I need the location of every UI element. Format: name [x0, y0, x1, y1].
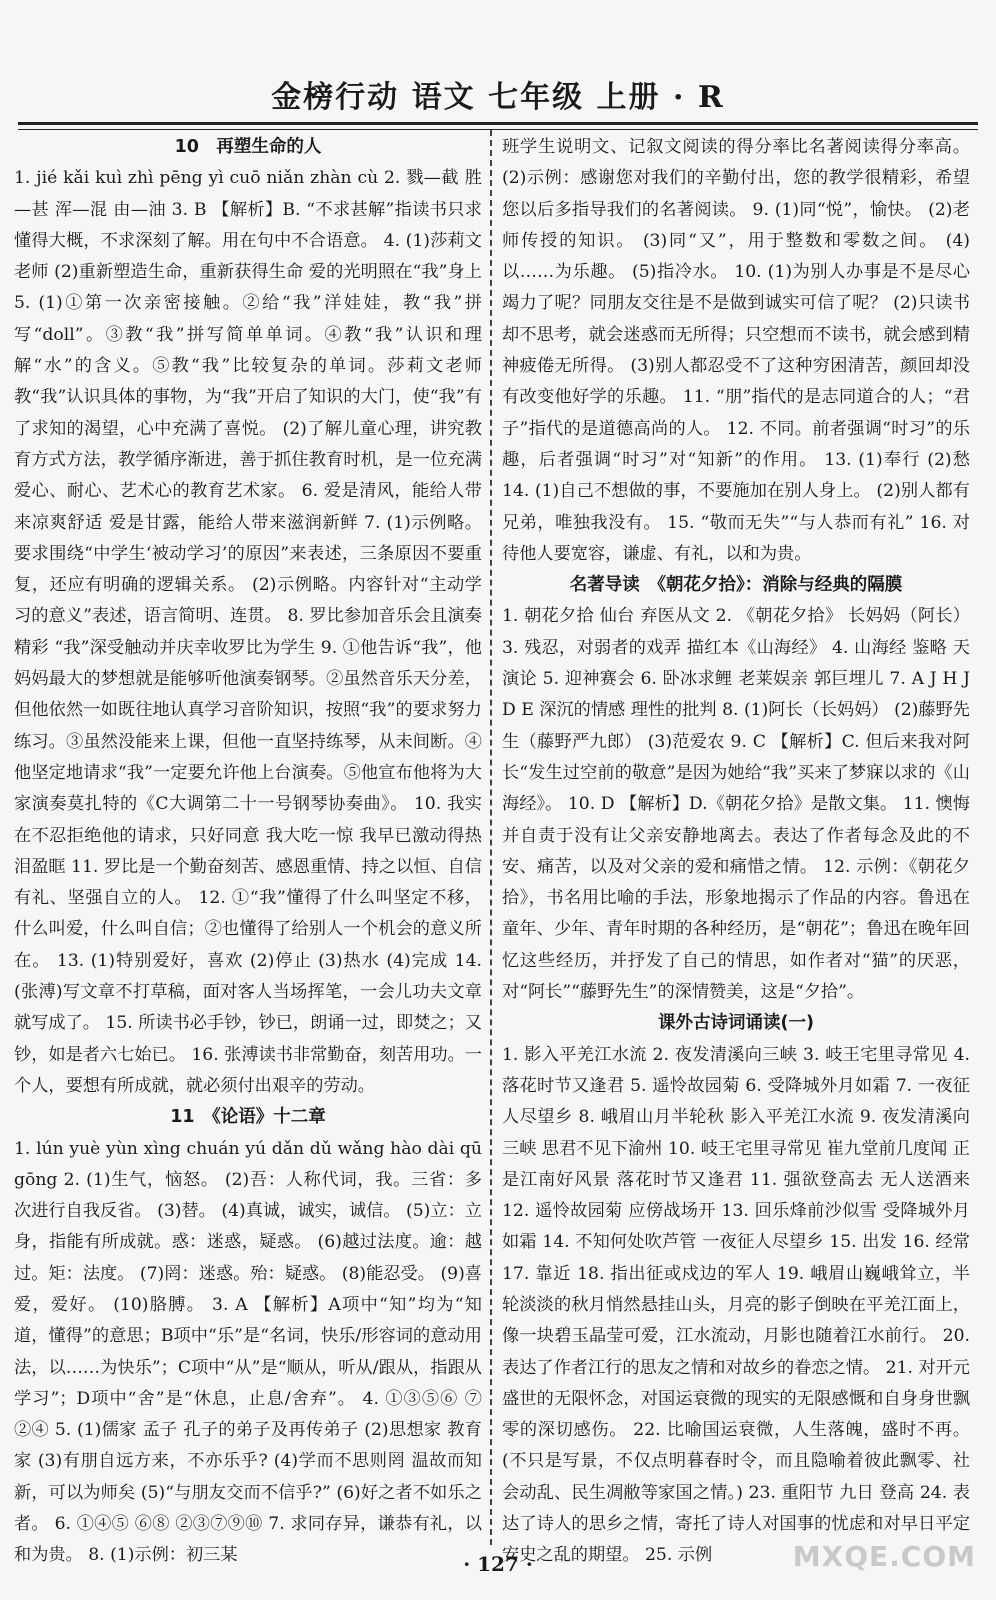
answer-paragraph: 班学生说明文、记叙文阅读的得分率比名著阅读得分率高。 (2)示例：感谢您对我们的辛勤付出，您的教学很精彩，希望您以后多指导我们的名著阅读。 9. (1)同“悦”，愉快。 (2)老师传授的知识。 (3)同“又”，用于整数和零数之间。 (4)以……为乐趣。 (5)指冷水。 10. (1)为别人办事是不是尽心竭力了呢？同朋友交往是不是做到诚实可信了呢？ (2)只读书却不思考，就会迷惑而无所得；只空想而不读书，就会感到精神疲倦无所得。 (3)别人都忍受不了这种穷困清苦，颜回却没有改变他好学的乐趣。 11. “朋”指代的是志同道合的人；“君子”指代的是道德高尚的人。 12. 不同。前者强调“时习”的乐趣，后者强调“时习”对“知新”的作用。 13. (1)奉行 (2)愁 14. (1)自己不想做的事，不要施加在别人身上。 (2)别人都有兄弟，唯独我没有。 15. “敬而无失”“与人恭而有礼” 16. 对待他人要宽容，谦虚、有礼，以和为贵。 [502, 137, 970, 564]
column-divider [490, 130, 492, 1545]
section-title: 11 《论语》十二章 [170, 1107, 326, 1128]
header-rule [18, 122, 978, 130]
answer-paragraph: 1. 朝花夕拾 仙台 弃医从文 2. 《朝花夕拾》 长妈妈（阿长） 3. 残忍，对弱者的戏弄 描红本《山海经》 4. 山海经 鉴略 天演论 5. 迎神赛会 6. 卧冰求鲤 老莱娱亲 郭巨埋儿 7. A J H J D E 深沉的情感 理性的批判 8. (1)阿长（长妈妈） (2)藤野先生（藤野严九郎） (3)范爱农 9. C 【解析】C. 但后来我对阿长“发生过空前的敬意”是因为她给“我”买来了梦寐以求的《山海经》。 10. D 【解析】D.《朝花夕拾》是散文集。 11. 懊悔并自责于没有让父亲安静地离去。表达了作者每念及此的不安、痛苦，以及对父亲的爱和痛惜之情。 12. 示例：《朝花夕拾》，书名用比喻的手法，形象地揭示了作品的内容。鲁迅在童年、少年、青年时期的各种经历，是“朝花”；鲁迅在晚年回忆这些经历，并抒发了自己的情思，如作者对“猫”的厌恶，对“阿长”“藤野先生”的深情赞美，这是“夕拾”。 [502, 606, 970, 1003]
section-title: 名著导读 《朝花夕拾》：消除与经典的隔膜 [569, 575, 903, 596]
answer-paragraph: 1. lún yuè yùn xìng chuán yú dǎn dǔ wǎng hào dài qū gōng 2. (1)生气，恼怒。 (2)吾：人称代词，我。三省：多次进行自我反省。 (3)替。 (4)真诚，诚实，诚信。 (5)立：立身，指能有所成就。惑：迷惑，疑惑。 (6)越过法度。逾：越过。矩：法度。 (7)罔：迷惑。殆：疑惑。 (8)能忍受。 (9)喜爱，爱好。 (10)胳膊。 3. A 【解析】A项中“知”均为“知道，懂得”的意思；B项中“乐”是“名词，快乐/形容词的意动用法，以……为快乐”；C项中“从”是“顺从，听从/跟从，指跟从学习”；D项中“舍”是“休息，止息/舍弃”。 4. ①③⑤⑥ ⑦ ②④ 5. (1)儒家 孟子 孔子的弟子及再传弟子 (2)思想家 教育家 (3)有朋自远方来，不亦乐乎? (4)学而不思则罔 温故而知新，可以为师矣 (5)“与朋友交而不信乎?” (6)好之者不如乐之者。 6. ①④⑤ ⑥⑧ ②③⑦⑨⑩ 7. 求同存异，谦恭有礼，以和为贵。 8. (1)示例：初三某 [14, 1138, 482, 1566]
site-watermark: MXQE.COM [792, 1540, 976, 1573]
section-title: 10 再塑生命的人 [174, 137, 322, 157]
page-number: · 127 · [463, 1552, 533, 1576]
left-column [14, 132, 482, 1566]
answer-paragraph: 1. jié kǎi kuì zhì pēng yì cuō niǎn zhàn cù 2. 戮—截 胜—甚 浑—混 由—油 3. B 【解析】B. “不求甚解”指读书只求懂得大概，不求深刻了解。用在句中不合语意。 4. (1)莎莉文老师 (2)重新塑造生命，重新获得生命 爱的光明照在“我”身上 5. (1)①第一次亲密接触。②给“我”洋娃娃，教“我”拼写“doll”。③教“我”拼写简单单词。④教“我”认识和理解“水”的含义。⑤教“我”比较复杂的单词。莎莉文老师教“我”认识具体的事物，为“我”开启了知识的大门，使“我”有了求知的渴望，心中充满了喜悦。 (2)了解儿童心理，讲究教育方式方法，教学循序渐进，善于抓住教育时机，是一位充满爱心、耐心、艺术心的教育艺术家。 6. 爱是清风，能给人带来凉爽舒适 爱是甘露，能给人带来滋润新鲜 7. (1)示例略。要求围绕“中学生‘被动学习’的原因”来表述，三条原因不要重复，还应有明确的逻辑关系。 (2)示例略。内容针对“主动学习的意义”表述，语言简明、连贯。 8. 罗比参加音乐会且演奏精彩 “我”深受触动并庆幸收罗比为学生 9. ①他告诉“我”，他妈妈最大的梦想就是能够听他演奏钢琴。②虽然音乐天分差，但他依然一如既往地认真学习音阶知识，按照“我”的要求努力练习。③虽然没能来上课，但他一直坚持练琴，从未间断。④他坚定地请求“我”一定要允许他上台演奏。⑤他宣布他将为大家演奏莫扎特的《C大调第二十一号钢琴协奏曲》。 10. 我实在不忍拒绝他的请求，只好同意 我大吃一惊 我早已激动得热泪盈眶 11. 罗比是一个勤奋刻苦、感恩重情、持之以恒、自信有礼、坚强自立的人。 12. ①“我”懂得了什么叫坚定不移，什么叫爱，什么叫自信；②也懂得了给别人一个机会的意义所在。 13. (1)特别爱好，喜欢 (2)停止 (3)热水 (4)完成 14. (张溥)写文章不打草稿，面对客人当场挥笔，一会儿功夫文章就写成了。 15. 所读书必手钞，钞已，朗诵一过，即焚之；又钞，如是者六七始已。 16. 张溥读书非常勤奋，刻苦用功。一个人，要想有所成就，就必须付出艰辛的劳动。 [14, 168, 482, 1096]
answer-paragraph: 1. 影入平羌江水流 2. 夜发清溪向三峡 3. 岐王宅里寻常见 4. 落花时节又逢君 5. 遥怜故园菊 6. 受降城外月如霜 7. 一夜征人尽望乡 8. 峨眉山月半轮秋 影入平羌江水流 9. 夜发清溪向三峡 思君不见下渝州 10. 岐王宅里寻常见 崔九堂前几度闻 正是江南好风景 落花时节又逢君 11. 强欲登高去 无人送酒来 12. 遥怜故园菊 应傍战场开 13. 回乐烽前沙似雪 受降城外月如霜 14. 不知何处吹芦管 一夜征人尽望乡 15. 出发 16. 经常 17. 靠近 18. 指出征或戍边的军人 19. 峨眉山巍峨耸立，半轮淡淡的秋月悄然悬挂山头，月亮的影子倒映在平羌江面上，像一块碧玉晶莹可爱，江水流动，月影也随着江水前行。 20. 表达了作者江行的思友之情和对故乡的眷恋之情。 21. 对开元盛世的无限怀念，对国运衰微的现实的无限感慨和自身身世飘零的深切感伤。 22. 比喻国运衰微，人生落魄，盛时不再。(不只是写景，不仅点明暮春时令，而且隐喻着彼此飘零、社会动乱、民生凋敝等家国之情。) 23. 重阳节 九日 登高 24. 表达了诗人的思乡之情，寄托了诗人对国事的忧虑和对早日平定安史之乱的期望。 25. 示例 [502, 1044, 970, 1566]
section-title: 课外古诗词诵读(一) [658, 1013, 814, 1034]
page-header-title: 金榜行动 语文 七年级 上册 · R [271, 80, 725, 115]
